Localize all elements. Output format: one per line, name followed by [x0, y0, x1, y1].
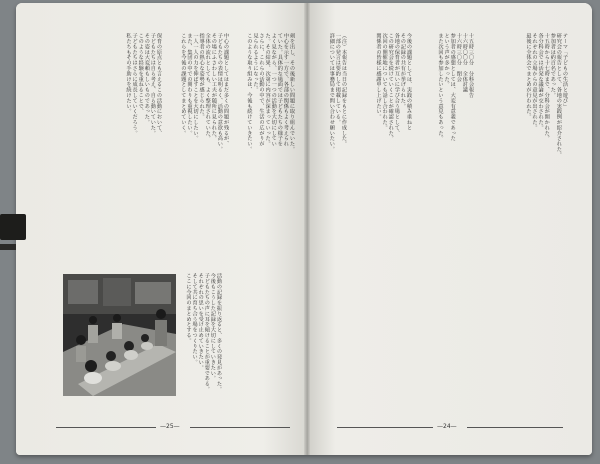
text-line: 最後に全体会でまとめが行われた。: [525, 33, 532, 120]
text-line: それぞれの思いを受け止めていきたい。: [197, 273, 204, 371]
text-line: という声が多かった。: [443, 33, 450, 87]
left-text-column-1: [233, 33, 295, 433]
text-line: ていた。具体的な場面では子どもたちの様子を: [276, 33, 283, 147]
text-line: 十五時から十七時まで、分科会が開かれた。: [543, 33, 550, 141]
photo-scene: [63, 274, 176, 396]
text-line: 一人一人の力を伸ばすことを大切にしたい。: [192, 33, 199, 141]
text-line: 子どもたちはさらに成長していくだろう。: [131, 33, 138, 136]
text-line: その記録の共有が挙げられた。: [399, 33, 406, 109]
binding-gutter: [304, 3, 310, 455]
text-line: その姿は大変頼もしいものであった。: [143, 33, 150, 125]
right-page: [307, 3, 592, 455]
text-line: この研究会を続けていくことが確認された。: [387, 33, 394, 141]
text-line: た。その結果、次第に内容が深まっていった。: [264, 33, 271, 147]
text-line: 十六時〇〇分 全体討議: [461, 33, 468, 93]
right-text-column-3: [362, 33, 412, 413]
text-line: （注）本報告は当日の記録をもとに作成した。: [341, 33, 347, 147]
text-line: そして共に育ち合う場をつくりたい。: [191, 273, 198, 365]
text-line: 次回の開催地についても話し合われた。: [381, 33, 388, 131]
text-line: 十六時三〇分 閉会: [455, 33, 462, 82]
text-line: 全体の流れとしても、よく整理されていた。: [204, 33, 211, 141]
page-number-left: —25—: [160, 423, 180, 430]
footer-rule-right: [467, 427, 563, 428]
text-line: 参加者の感想としては、大変有意義であった: [449, 33, 456, 141]
text-line: 今後の課題としては、実践の積み重ねと: [406, 33, 412, 131]
binder-clip: [0, 214, 26, 240]
page-number-right: —24—: [437, 423, 457, 430]
footer-rule-left: [56, 427, 156, 428]
text-line: テーマ「子どもの生活と遊び」: [562, 33, 568, 109]
text-line: また次回も参加したいという意見もあった。: [437, 33, 444, 141]
text-line: 活動の記録を振り返ると、多くの発見があった。: [216, 273, 222, 392]
text-line: 保育の原点とも言えるこの活動において、: [156, 33, 162, 136]
text-line: また、集団の中での関わりも重視したい。: [186, 33, 193, 136]
right-text-column-1: [480, 33, 568, 413]
text-line: 子どもたちの声に耳を傾けることが重要である。: [203, 273, 210, 392]
left-text-column-4: [182, 273, 222, 413]
text-line: 見られるようになった。: [252, 33, 259, 93]
text-line: 今後もこうした記録を大切にしていきたい。: [209, 273, 216, 381]
left-text-column-3: [62, 33, 162, 265]
photograph: [63, 274, 176, 396]
binder-clip-edge: [0, 244, 16, 250]
text-line: 各地の保育者が互いに学び合う場として、: [393, 33, 400, 136]
text-line: それぞれの立場からの意見が出された。: [531, 33, 538, 131]
right-text-column-4: [321, 33, 347, 413]
text-line: 十五時三〇分 分科会報告: [468, 33, 474, 98]
text-line: 参加者は約百名であった。: [549, 33, 556, 98]
text-line: 一部の発言は要約して掲載している。: [334, 33, 341, 125]
footer-rule-left: [337, 427, 433, 428]
text-line: その場にふさわしい工夫が随所に見られた。: [210, 33, 217, 141]
text-line: 各分科会では活発な議論が交わされた。: [537, 33, 544, 131]
text-line: 中心を示す一方で、各部の関係もよく考えられ: [282, 33, 289, 147]
text-line: よく見ながら、一つ一つの活動を大切にしてい: [270, 33, 277, 147]
right-text-column-2: [418, 33, 474, 413]
text-line: 剣を出し、その後新しい問題に取り組んでいた。: [289, 33, 295, 152]
left-page: [16, 3, 307, 455]
text-line: 子どもたちの表情は明るく、活動の意欲も高い。: [216, 33, 223, 152]
text-line: 関係者の皆様に感謝申し上げたい。: [375, 33, 382, 120]
text-line: 研究会の報告として、各地の実践例が紹介された。: [555, 33, 562, 158]
footer-rule-right: [190, 427, 290, 428]
text-line: さらに、これらの活動の中で、生活の広がりが: [258, 33, 265, 147]
text-line: 詳細については事務局まで問い合わせ願いたい。: [328, 33, 335, 152]
text-line: 私たちもその手助けを続けたい。: [125, 33, 132, 114]
text-line: ここに今回のまとめとする。: [185, 273, 192, 344]
text-line: 子どもたちは自ら考え、自ら動いていた。: [149, 33, 156, 136]
text-line: これらを今後の課題としてまとめていく。: [180, 33, 187, 136]
text-line: 中心の課題としてはまだ多くの問題が残るが、: [223, 33, 229, 147]
booklet-spread: [16, 3, 592, 455]
text-line: このような経験を重ねることで、: [137, 33, 144, 114]
text-line: 指導者の熱心な姿勢が感じられた。: [198, 33, 205, 120]
text-line: このような取り組みは、今後も続けていきたい。: [246, 33, 253, 152]
